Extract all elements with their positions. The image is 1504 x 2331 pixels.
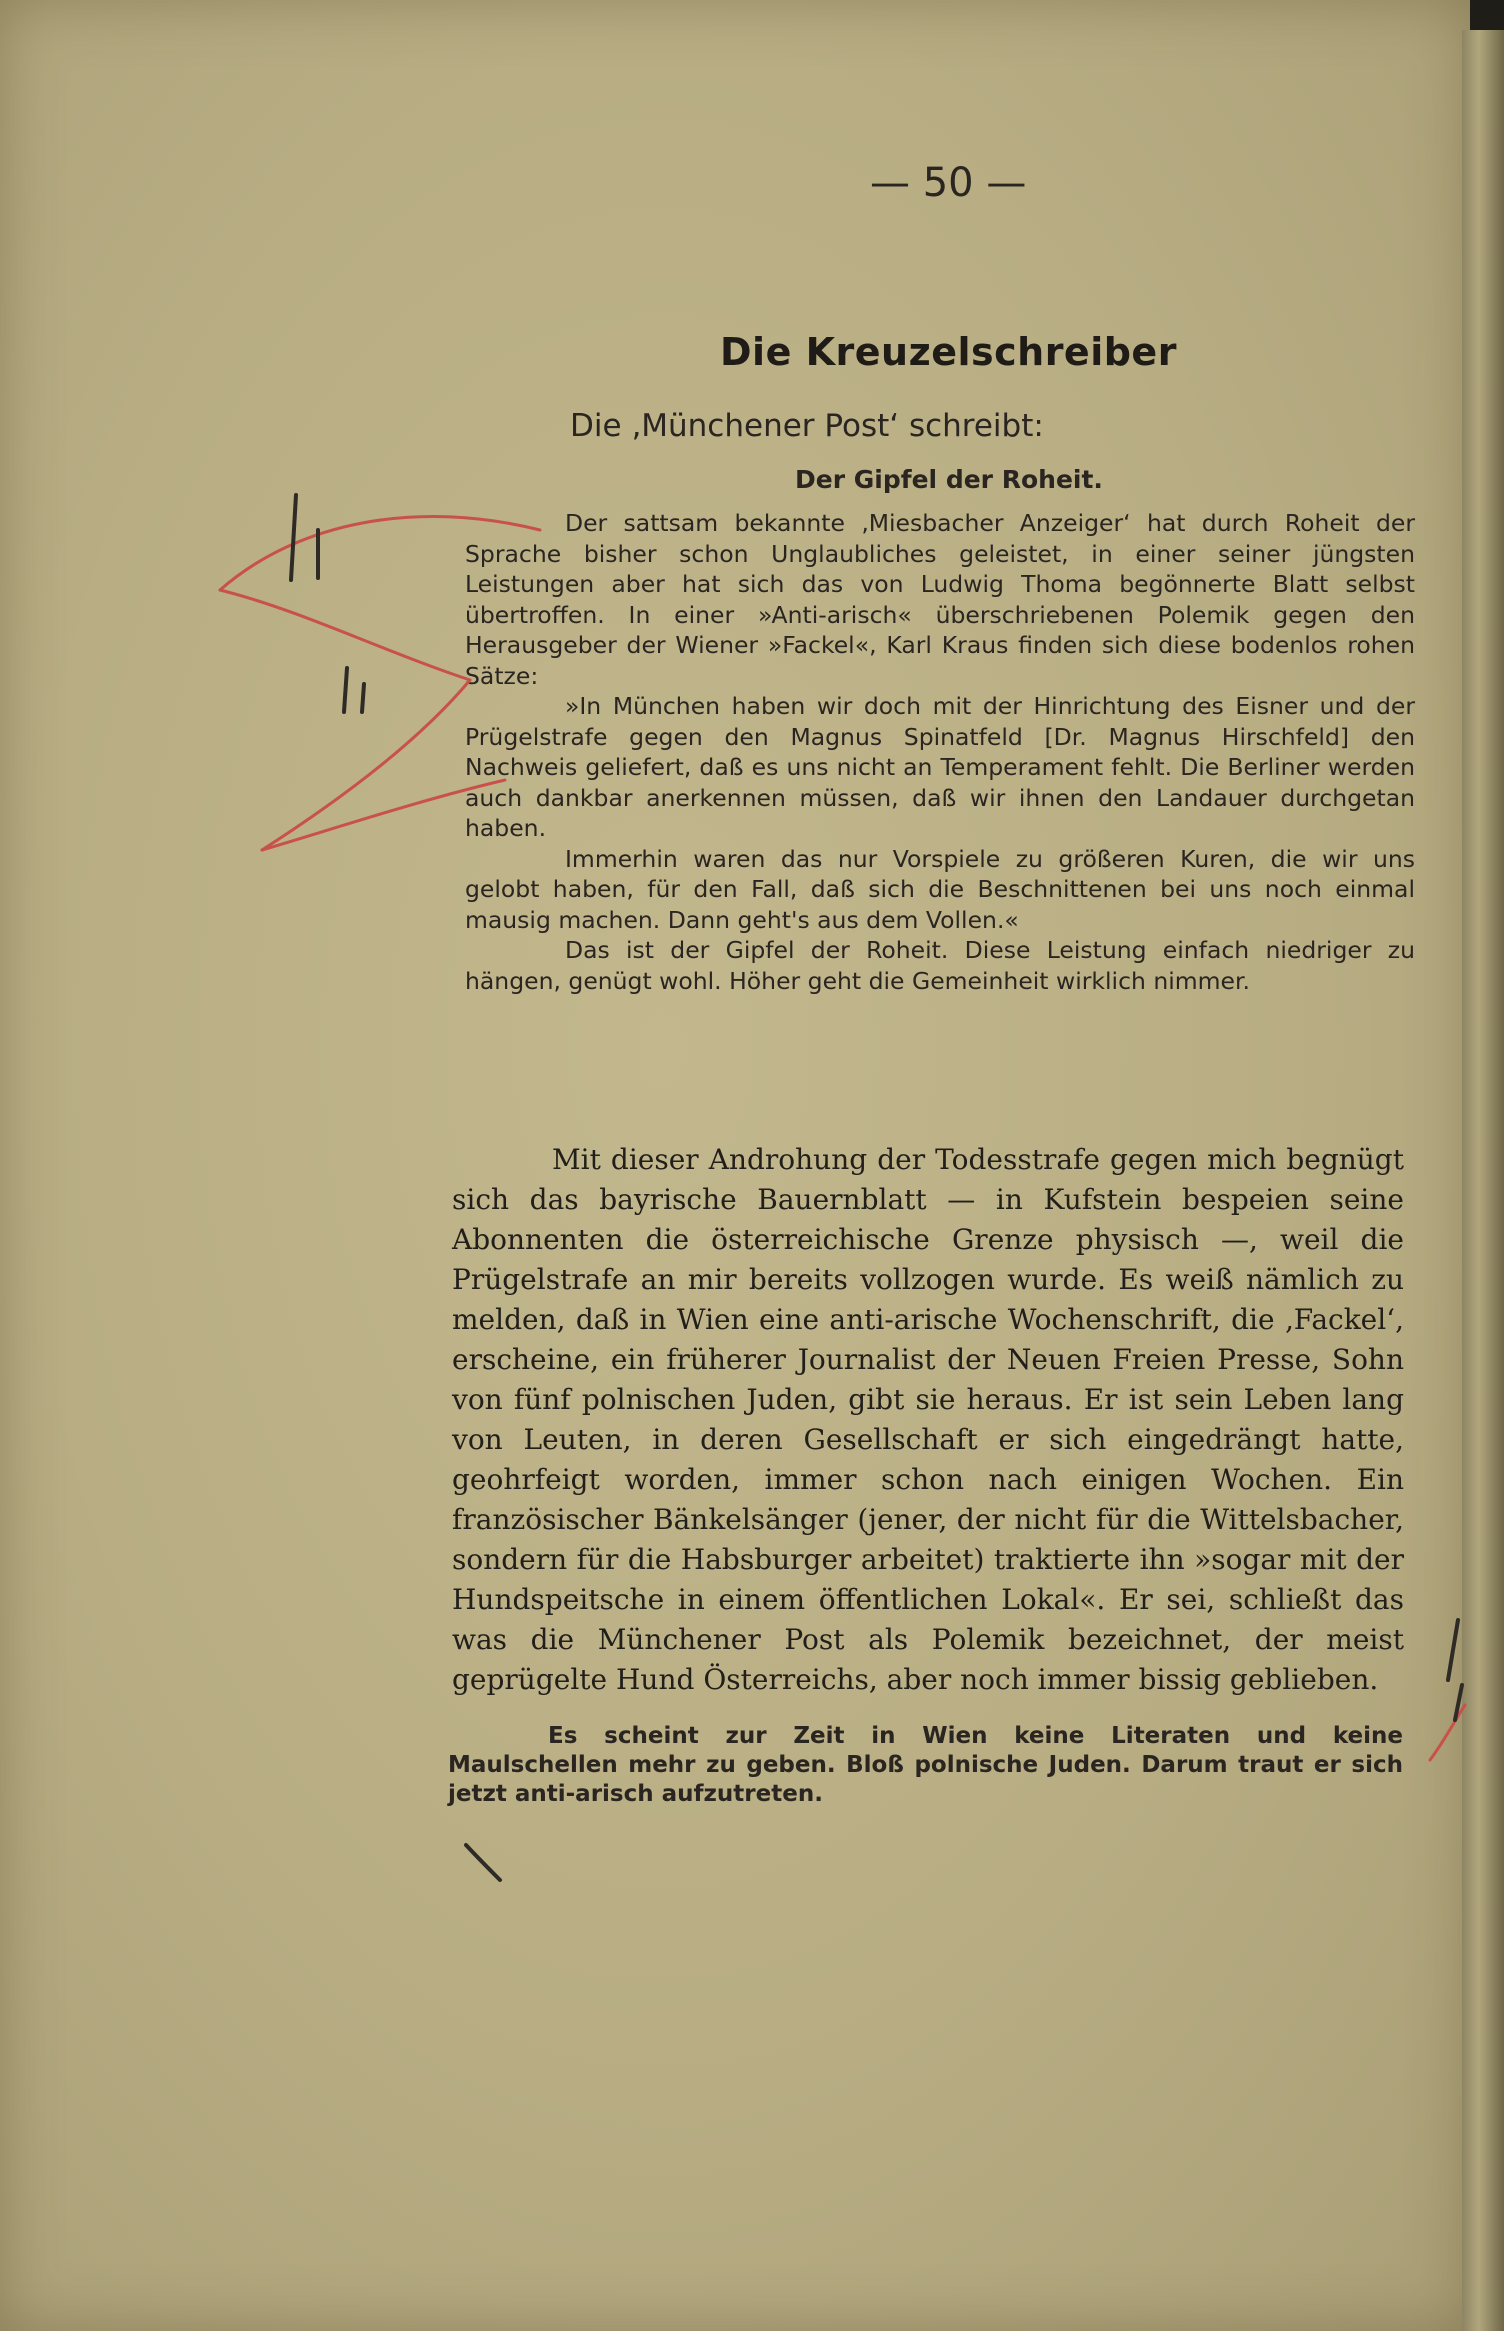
quote-paragraph: Immerhin waren das nur Vorspiele zu größeren Kuren, die wir uns gelobt haben, für den Fall, daß sich die Beschnittenen bei uns noch einmal mausig machen. Dann geht's aus dem Vollen.« <box>465 844 1415 934</box>
quote-paragraph: Das ist der Gipfel der Roheit. Diese Leistung einfach niedriger zu hängen, genügt wohl. Höher geht die Gemeinheit wirklich nimmer. <box>465 936 1415 995</box>
source-line: Die ‚Münchener Post‘ schreibt: <box>570 408 1044 444</box>
book-edge <box>1462 30 1504 2331</box>
quote-heading: Der Gipfel der Roheit. <box>795 465 1103 494</box>
page-title: Die Kreuzelschreiber <box>720 330 1177 374</box>
main-paragraph <box>452 1140 1404 1700</box>
closing-paragraph: Es scheint zur Zeit in Wien keine Literaten und keine Maulschellen mehr zu geben. Bloß polnische Juden. Darum traut er sich jetzt anti-arisch aufzutreten. <box>448 1723 1403 1807</box>
main-paragraph-text: Mit dieser Androhung der Todesstrafe gegen mich begnügt sich das bayrische Bauernblatt — in Kufstein bespeien seine Abonnenten die österreichische Grenze physisch —, weil die Prügelstrafe an mir bereits vollzogen wurde. Es weiß nämlich zu melden, daß in Wien eine anti-arische Wochenschrift, die ‚Fackel‘, erscheine, ein früherer Journalist der Neuen Freien Presse, Sohn von fünf polnischen Juden, gibt sie heraus. Er ist sein Leben lang von Leuten, in deren Gesellschaft er sich eingedrängt hatte, geohrfeigt worden, immer schon nach einigen Wochen. Ein französischer Bänkelsänger (jener, der nicht für die Wittelsbacher, sondern für die Habsburger arbeitet) traktierte ihn »sogar mit der Hundspeitsche in einem öffentlichen Lokal«. Er sei, schließt das was die Münchener Post als Polemik bezeichnet, der meist geprügelte Hund Österreichs, aber noch immer bissig geblieben. <box>452 1143 1404 1696</box>
page-number: — 50 — <box>870 160 1027 206</box>
quote-paragraph: »In München haben wir doch mit der Hinrichtung des Eisner und der Prügelstrafe gegen den Magnus Spinatfeld [Dr. Magnus Hirschfeld] den Nachweis geliefert, daß es uns nicht an Temperament fehlt. Die Berliner werden auch dankbar anerkennen müssen, daß wir ihnen den Landauer durchgetan haben. <box>465 692 1415 842</box>
quoted-article <box>465 508 1415 996</box>
quote-paragraph: Der sattsam bekannte ‚Miesbacher Anzeiger‘ hat durch Roheit der Sprache bisher schon Unglaubliches geleistet, in einer seiner jüngsten Leistungen aber hat sich das von Ludwig Thoma begönnerte Blatt selbst übertroffen. In einer »Anti-arisch« überschriebenen Polemik gegen den Herausgeber der Wiener »Fackel«, Karl Kraus finden sich diese bodenlos rohen Sätze: <box>465 509 1415 690</box>
